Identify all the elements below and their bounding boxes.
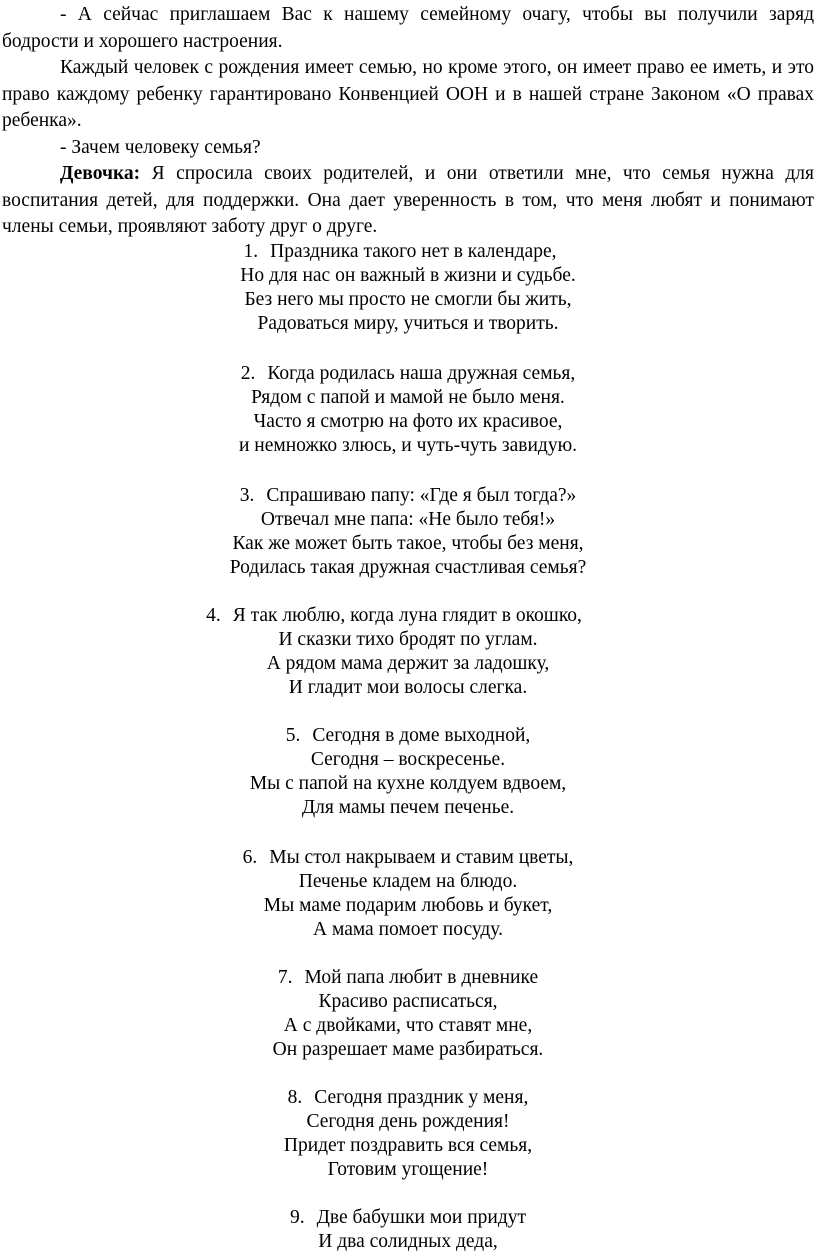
poem-line: и немножко злюсь, и чуть-чуть завидую. [238,435,578,456]
poem-line: Он разрешает маме разбираться. [272,1039,544,1060]
poem-line: Сегодня – воскресенье. [310,749,506,770]
poem-line-text: Мой папа любит в дневнике [304,967,539,988]
poem-line: Печенье кладем на блюдо. [298,871,518,892]
poem-line [0,846,816,870]
poem-line: Мы маме подарим любовь и букет, [263,895,553,916]
poem-line [0,1086,816,1110]
poem-line-text: Сегодня в доме выходной, [312,725,531,746]
stanza-number: 4. [206,605,221,626]
poem-line [0,240,808,264]
stanza-number: 6. [242,847,258,868]
poem-line: Готовим угощение! [327,1159,489,1180]
poem-line: И сказки тихо бродят по углам. [278,629,538,650]
poem-line [0,1206,816,1230]
poem-line: Красиво расписаться, [318,991,498,1012]
poem-stanza [0,966,816,1062]
poem-line: Мы с папой на кухне колдуем вдвоем, [249,773,567,794]
stanza-number: 1. [243,241,259,262]
poem-line [0,966,816,990]
poem-line-text: Когда родилась наша дружная семья, [267,363,576,384]
poem-line: Родилась такая дружная счастливая семья? [229,557,587,578]
poem-line: И гладит мои волосы слегка. [288,677,528,698]
poem-line: Но для нас он важный в жизни и судьбе. [240,265,576,286]
poem-line: Придет поздравить вся семья, [283,1135,533,1156]
poem-line: И два солидных деда, [318,1231,498,1252]
poem-stanza [0,724,816,820]
stanza-number: 7. [277,967,293,988]
intro-paragraph-1: - А сейчас приглашаем Вас к нашему семейному очагу, чтобы вы получили заряд бодрости и хорошего настроения. [2,4,814,52]
poem-line: Рядом с папой и мамой не было меня. [251,387,565,408]
poem-line: А мама помоет посуду. [313,919,503,940]
poem-line-text: Спрашиваю папу: «Где я был тогда?» [266,485,577,506]
poem-stanza [0,604,816,700]
stanza-number: 3. [239,485,255,506]
poem-line [0,484,816,508]
poem-line: Как же может быть такое, чтобы без меня, [232,533,584,554]
poem-line-text: Праздника такого нет в календаре, [270,241,557,262]
stanza-number: 2. [240,363,256,384]
speaker-label: Девочка: [60,163,141,184]
poem-stanza [0,1086,816,1182]
poem-line [0,724,816,748]
girl-speech: Я спросила своих родителей, и они ответили мне, что семья нужна для воспитания детей, для поддержки. Она дает уверенность в том, что меня любят и понимают члены семьи, проявляют заботу друг о друге. [2,163,814,237]
poem-line-text: Две бабушки мои придут [316,1207,527,1228]
poem-line: Часто я смотрю на фото их красивое, [253,411,563,432]
poem-line-text: Мы стол накрываем и ставим цветы, [269,847,574,868]
poem-line [0,604,802,628]
poem-line: А с двойками, что ставят мне, [283,1015,533,1036]
stanza-number: 8. [287,1087,303,1108]
stanza-number: 5. [285,725,301,746]
intro-paragraph-2: Каждый человек с рождения имеет семью, но кроме этого, он имеет право ее иметь, и это право каждому ребенку гарантировано Конвенцией ООН и в нашей стране Законом «О правах ребенка». [2,57,814,131]
poem-stanza [0,484,816,580]
girl-paragraph [0,161,816,241]
poem-line: А рядом мама держит за ладошку, [266,653,550,674]
poem-line-text: Сегодня праздник у меня, [314,1087,529,1108]
stanza-number: 9. [289,1207,305,1228]
poem-line: Сегодня день рождения! [306,1111,510,1132]
poem-stanza [0,1206,816,1254]
poem-stanza [0,240,816,336]
poem-line: Радоваться миру, учиться и творить. [257,313,559,334]
poem-stanza [0,362,816,458]
poem-line [0,362,816,386]
intro-paragraph-3: - Зачем человеку семья? [60,136,261,158]
poem-stanza [0,846,816,942]
poem-line: Без него мы просто не смогли бы жить, [244,289,572,310]
poem-line: Для мамы печем печенье. [301,797,515,818]
poem-line: Отвечал мне папа: «Не было тебя!» [260,509,556,530]
poem-line-text: Я так люблю, когда луна глядит в окошко, [232,605,582,626]
